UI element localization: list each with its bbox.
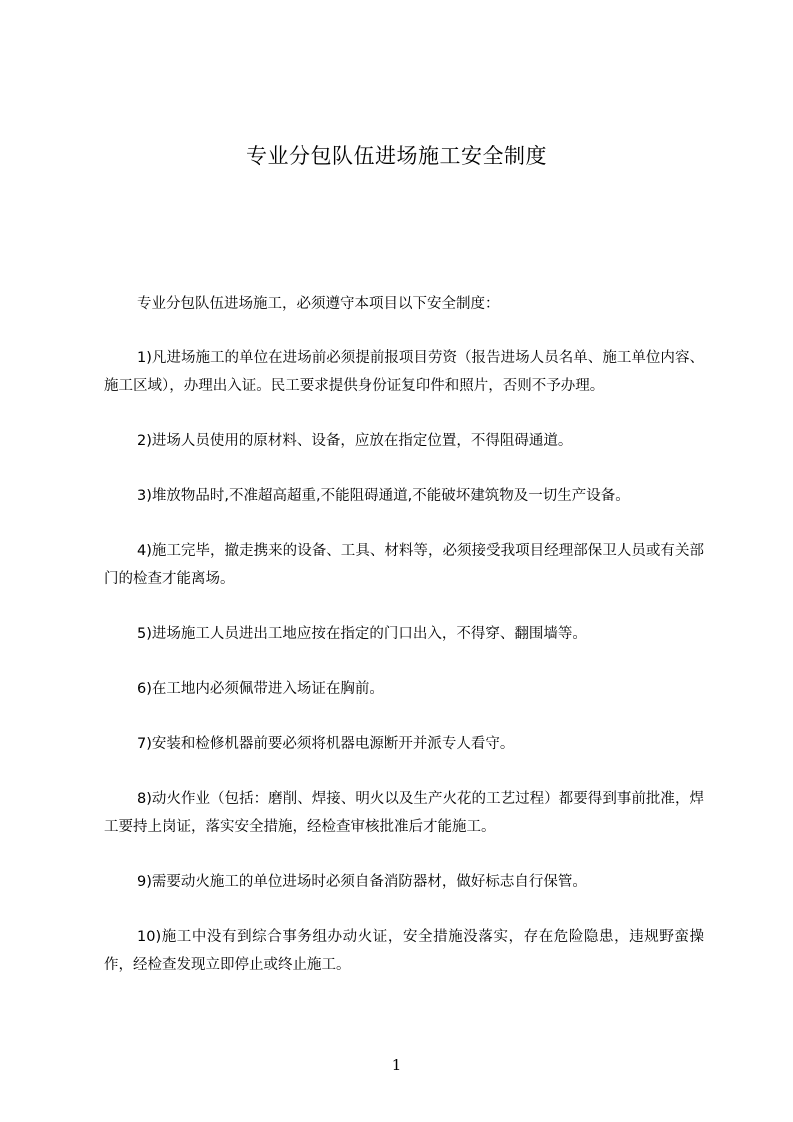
rule-item-4: 4)施工完毕，撤走携来的设备、工具、材料等，必须接受我项目经理部保卫人员或有关部门的检查才能离场。 [104,543,704,587]
rule-item-1: 1)凡进场施工的单位在进场前必须提前报项目劳资（报告进场人员名单、施工单位内容、施工区域），办理出入证。民工要求提供身份证复印件和照片，否则不予办理。 [104,350,704,394]
document-title: 专业分包队伍进场施工安全制度 [246,144,547,168]
rule-item-3: 3)堆放物品时,不准超高超重,不能阻碍通道,不能破坏建筑物及一切生产设备。 [137,488,630,504]
page-number: 1 [391,1056,402,1074]
rule-item-5: 5)进场施工人员进出工地应按在指定的门口出入，不得穿、翻围墙等。 [137,626,587,642]
intro-paragraph: 专业分包队伍进场施工，必须遵守本项目以下安全制度： [137,296,500,312]
document-body [104,290,704,1006]
rule-item-2: 2)进场人员使用的原材料、设备，应放在指定位置，不得阻碍通道。 [137,433,573,449]
rule-item-10: 10)施工中没有到综合事务组办动火证，安全措施没落实，存在危险隐患，违规野蛮操作，经检查发现立即停止或终止施工。 [104,929,704,973]
rule-item-7: 7)安装和检修机器前要必须将机器电源断开并派专人看守。 [137,736,515,752]
rule-item-8: 8)动火作业（包括：磨削、焊接、明火以及生产火花的工艺过程）都要得到事前批准，焊工要持上岗证，落实安全措施，经检查审核批准后才能施工。 [104,791,704,835]
rule-item-6: 6)在工地内必须佩带进入场证在胸前。 [137,681,384,697]
rule-item-9: 9)需要动火施工的单位进场时必须自备消防器材，做好标志自行保管。 [137,874,587,890]
